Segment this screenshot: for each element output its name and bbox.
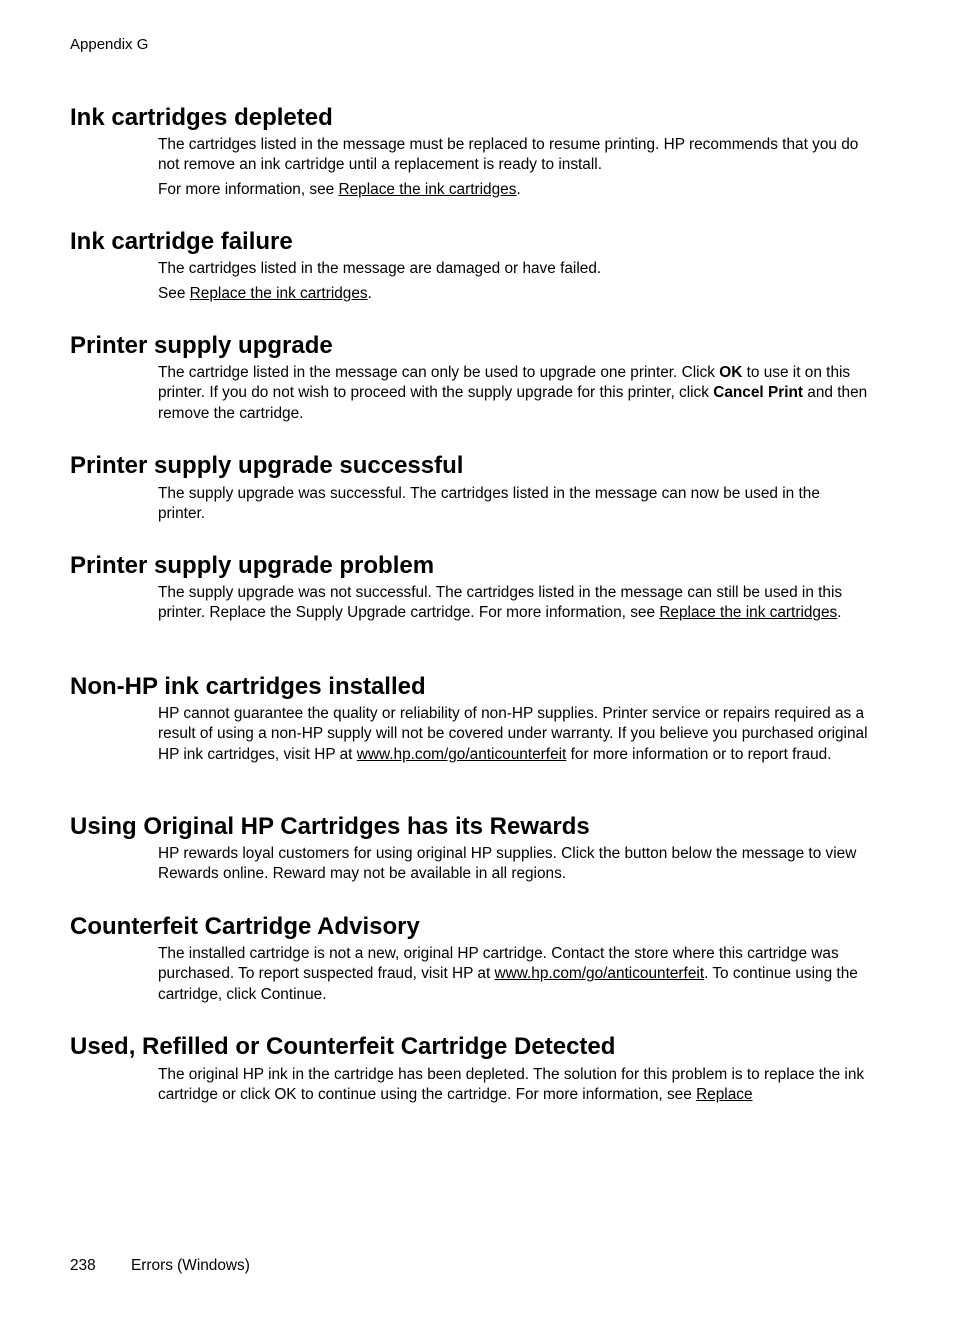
- paragraph-non-hp: [158, 704, 870, 765]
- heading-printer-supply-upgrade-successful: Printer supply upgrade successful: [70, 452, 464, 479]
- heading-printer-supply-upgrade: Printer supply upgrade: [70, 332, 333, 359]
- text-upgrade-problem-prefix: The supply upgrade was not successful. The cartridges listed in the message can still be used in this printer. Replace the Supply Upgrade cartridge. For more information, see: [158, 584, 843, 622]
- heading-printer-supply-upgrade-problem: Printer supply upgrade problem: [70, 552, 435, 579]
- link-replace-ink-cartridges[interactable]: Replace the ink cartridges: [338, 181, 517, 198]
- heading-counterfeit-advisory: Counterfeit Cartridge Advisory: [70, 913, 420, 940]
- footer-section-title: Errors (Windows): [131, 1257, 250, 1274]
- paragraph-upgrade-description: [158, 363, 870, 424]
- link-replace[interactable]: Replace: [696, 1086, 753, 1104]
- text-used-refilled-prefix: The original HP ink in the cartridge has been depleted. The solution for this problem is to replace the ink cartridge or click OK to continue using the cartridge. For more information, see: [158, 1066, 865, 1104]
- paragraph-rewards: HP rewards loyal customers for using original HP supplies. Click the button below the message to view Rewards online. Reward may not be available in all regions.: [158, 845, 857, 883]
- text-ok-bold: OK: [719, 364, 743, 381]
- paragraph-failure-see: [158, 284, 870, 304]
- paragraph-failure-description: The cartridges listed in the message are damaged or have failed.: [158, 260, 602, 277]
- text-period: .: [837, 604, 842, 622]
- text-period: .: [516, 181, 521, 198]
- paragraph-depleted-description: The cartridges listed in the message must be replaced to resume printing. HP recommends that you do not remove an ink cartridge until a replacement is ready to install.: [158, 136, 859, 174]
- text-more-info-prefix: For more information, see: [158, 181, 339, 198]
- text-non-hp-suffix: for more information or to report fraud.: [566, 745, 832, 763]
- link-anticounterfeit[interactable]: www.hp.com/go/anticounterfeit: [356, 745, 567, 763]
- heading-ink-cartridge-failure: Ink cartridge failure: [70, 228, 293, 255]
- text-upgrade-part-3: and then remove the cartridge.: [158, 384, 868, 422]
- heading-original-hp-rewards: Using Original HP Cartridges has its Rewards: [70, 813, 590, 840]
- text-counterfeit-prefix: The installed cartridge is not a new, original HP cartridge. Contact the store where this cartridge was purchased. To report suspected fraud, visit HP at: [158, 945, 839, 983]
- text-period: .: [367, 285, 372, 302]
- link-anticounterfeit[interactable]: www.hp.com/go/anticounterfeit: [494, 965, 705, 983]
- running-head: Appendix G: [70, 36, 149, 53]
- paragraph-depleted-more-info: [158, 180, 870, 200]
- link-replace-ink-cartridges[interactable]: Replace the ink cartridges: [659, 604, 838, 622]
- text-upgrade-part-1: The cartridge listed in the message can only be used to upgrade one printer. Click: [158, 364, 720, 381]
- text-upgrade-part-2: to use it on this printer. If you do not wish to proceed with the supply upgrade for this printer, click: [158, 364, 851, 402]
- heading-used-refilled-detected: Used, Refilled or Counterfeit Cartridge Detected: [70, 1033, 616, 1060]
- heading-ink-cartridges-depleted: Ink cartridges depleted: [70, 104, 333, 131]
- paragraph-counterfeit: [158, 944, 870, 1005]
- text-cancel-print-bold: Cancel Print: [713, 384, 804, 402]
- page-number: 238: [70, 1257, 96, 1274]
- paragraph-used-refilled: [158, 1065, 870, 1106]
- paragraph-upgrade-successful: The supply upgrade was successful. The cartridges listed in the message can now be used in the printer.: [158, 485, 820, 523]
- heading-non-hp-cartridges-installed: Non-HP ink cartridges installed: [70, 673, 426, 700]
- link-replace-ink-cartridges[interactable]: Replace the ink cartridges: [189, 285, 368, 302]
- paragraph-upgrade-problem: [158, 583, 870, 624]
- text-counterfeit-suffix: . To continue using the cartridge, click Continue.: [158, 965, 858, 1003]
- text-see-prefix: See: [158, 285, 190, 302]
- text-non-hp-prefix: HP cannot guarantee the quality or reliability of non-HP supplies. Printer service or repairs required as a result of using a non-HP supply will not be covered under warranty. If you believe you purchased original HP ink cartridges, visit HP at: [158, 705, 868, 763]
